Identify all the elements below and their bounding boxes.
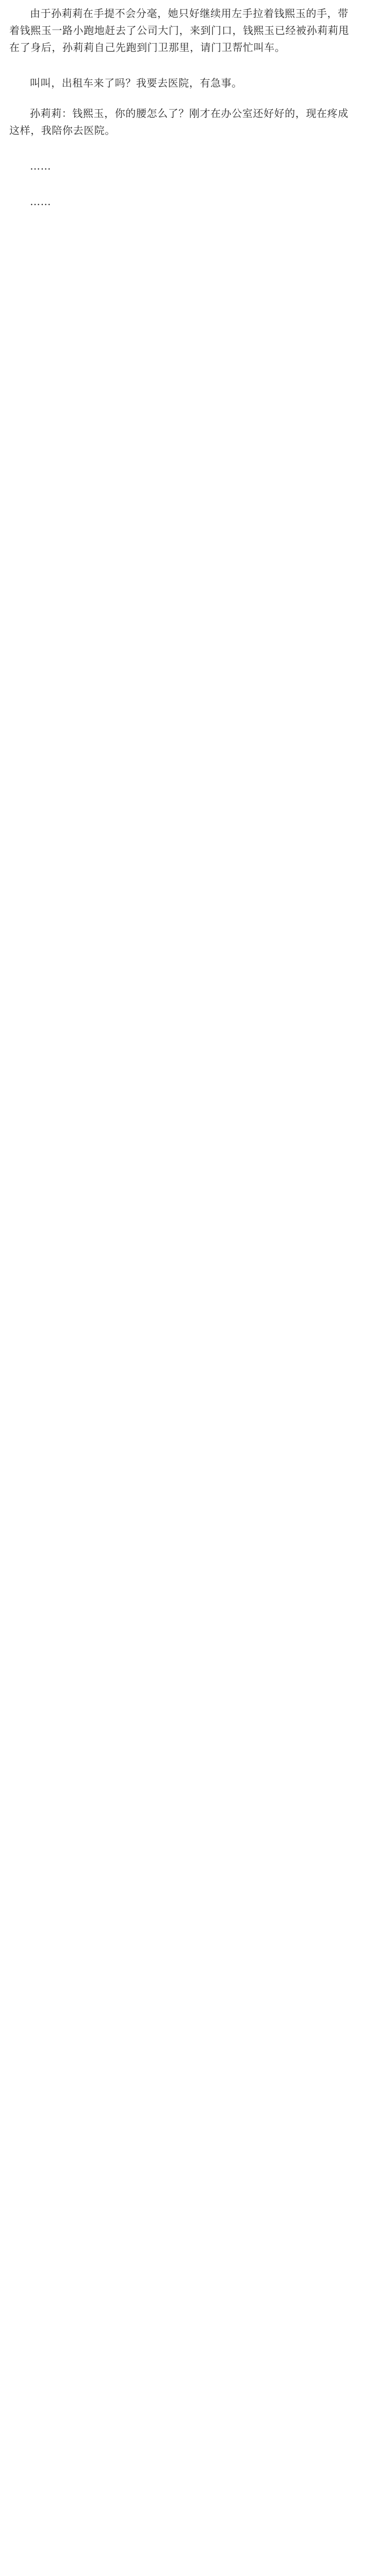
paragraph: …… [30, 160, 52, 172]
paragraph: 由于孙莉莉在手提不会分毫，她只好继续用左手拉着钱熙玉的手，带着钱熙玉一路小跑地赶去了公司大门，来到门口，钱熙玉已经被孙莉莉甩在了身后，孙莉莉自己先跑到门卫那里，请门卫帮忙叫车。 [9, 7, 350, 54]
paragraph: 孙莉莉：钱熙玉，你的腰怎么了？刚才在办公室还好好的，现在疼成这样，我陪你去医院。 [9, 107, 348, 137]
paragraph: 叫叫，出租车来了吗？我要去医院，有急事。 [30, 77, 242, 89]
paragraph: …… [30, 195, 52, 208]
